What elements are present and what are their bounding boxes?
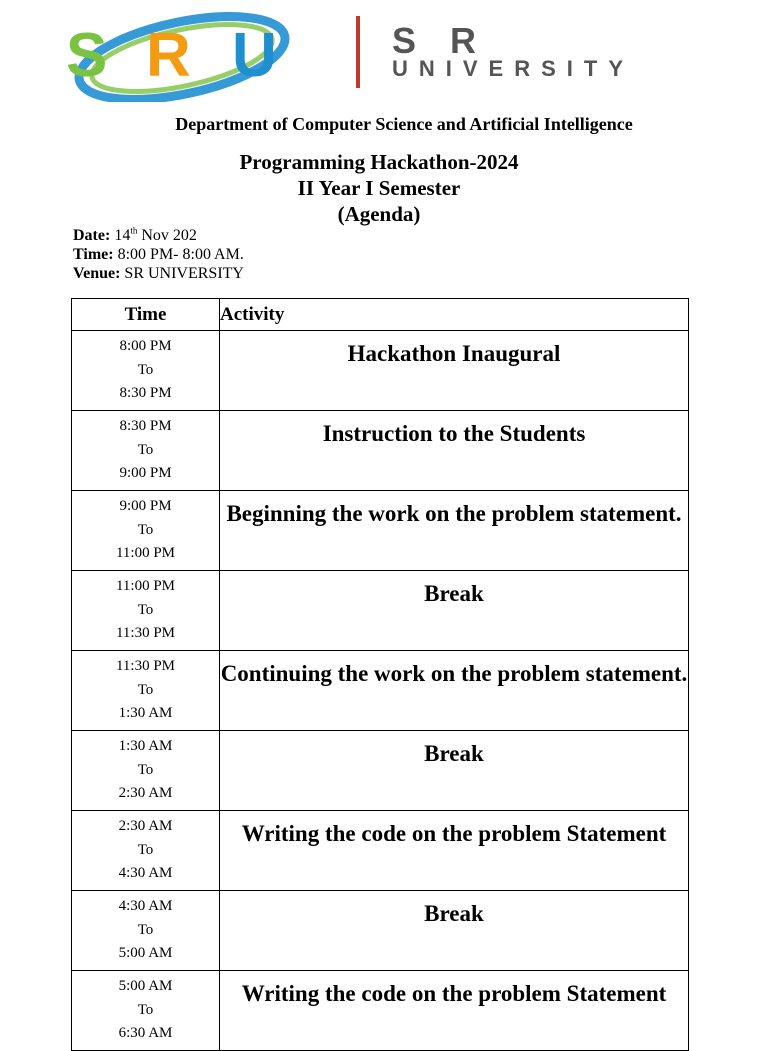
sru-logo <box>62 6 332 102</box>
start-time: 4:30 AM <box>118 898 173 914</box>
date-rest: Nov 202 <box>141 227 197 244</box>
end-time: 11:30 PM <box>115 625 176 641</box>
time-cell <box>72 491 220 571</box>
time-label: Time: <box>73 246 114 263</box>
end-time: 2:30 AM <box>118 785 173 801</box>
start-time: 8:00 PM <box>119 338 172 354</box>
table-header-row <box>72 299 689 331</box>
time-cell <box>72 891 220 971</box>
time-cell <box>72 651 220 731</box>
activity-cell: Writing the code on the problem Statement <box>220 971 689 1051</box>
activity-cell: Break <box>220 571 689 651</box>
end-time: 5:00 AM <box>118 945 173 961</box>
logo-letter-r: R <box>146 21 191 90</box>
end-time: 6:30 AM <box>118 1025 173 1041</box>
activity-cell: Break <box>220 731 689 811</box>
start-time: 5:00 AM <box>118 978 173 994</box>
table-row <box>72 811 689 891</box>
time-cell <box>72 731 220 811</box>
table-row <box>72 731 689 811</box>
date-label: Date: <box>73 227 111 244</box>
document-semester: II Year I Semester <box>297 176 461 200</box>
page-header <box>0 0 768 110</box>
start-time: 11:30 PM <box>115 658 176 674</box>
end-time: 11:00 PM <box>115 545 176 561</box>
venue-line <box>73 264 244 283</box>
to-label: To <box>137 601 154 618</box>
time-cell <box>72 571 220 651</box>
to-label: To <box>137 761 154 778</box>
logo-letter-s: S <box>66 21 108 90</box>
activity-cell: Hackathon Inaugural <box>220 331 689 411</box>
to-label: To <box>137 361 154 378</box>
table-row <box>72 411 689 491</box>
table-row <box>72 891 689 971</box>
agenda-table <box>71 298 689 1051</box>
date-suffix: th <box>130 225 138 236</box>
activity-cell: Writing the code on the problem Statement <box>220 811 689 891</box>
date-day: 14 <box>114 227 131 244</box>
to-label: To <box>137 841 154 858</box>
to-label: To <box>137 921 154 938</box>
document-title: Programming Hackathon-2024 <box>239 150 519 174</box>
header-activity: Activity <box>220 299 689 331</box>
time-line <box>73 245 244 264</box>
to-label: To <box>137 521 154 538</box>
table-row <box>72 971 689 1051</box>
end-time: 1:30 AM <box>118 705 173 721</box>
end-time: 8:30 PM <box>119 385 172 401</box>
start-time: 1:30 AM <box>118 738 173 754</box>
time-cell <box>72 971 220 1051</box>
to-label: To <box>137 681 154 698</box>
venue-value: SR UNIVERSITY <box>124 265 244 282</box>
date-line <box>73 226 244 245</box>
to-label: To <box>137 441 154 458</box>
start-time: 9:00 PM <box>119 498 172 514</box>
activity-cell: Break <box>220 891 689 971</box>
venue-label: Venue: <box>73 265 121 282</box>
table-row <box>72 331 689 411</box>
time-cell <box>72 411 220 491</box>
table-row <box>72 491 689 571</box>
start-time: 8:30 PM <box>119 418 172 434</box>
wordmark-line1: S R <box>392 20 489 61</box>
activity-cell: Beginning the work on the problem statement. <box>220 491 689 571</box>
activity-cell: Instruction to the Students <box>220 411 689 491</box>
department-name: Department of Computer Science and Artificial Intelligence <box>175 114 633 134</box>
table-row <box>72 571 689 651</box>
document-subtitle: (Agenda) <box>337 202 421 226</box>
to-label: To <box>137 1001 154 1018</box>
start-time: 2:30 AM <box>118 818 173 834</box>
wordmark-line2: UNIVERSITY <box>392 56 635 81</box>
event-details <box>73 226 244 283</box>
start-time: 11:00 PM <box>115 578 176 594</box>
logo-letter-u: U <box>232 21 277 90</box>
activity-cell: Continuing the work on the problem statement. <box>220 651 689 731</box>
end-time: 4:30 AM <box>118 865 173 881</box>
table-row <box>72 651 689 731</box>
end-time: 9:00 PM <box>119 465 172 481</box>
header-divider <box>356 16 360 88</box>
time-cell <box>72 811 220 891</box>
university-wordmark <box>392 20 635 81</box>
time-cell <box>72 331 220 411</box>
header-time: Time <box>72 299 220 331</box>
time-value: 8:00 PM- 8:00 AM. <box>117 246 244 263</box>
